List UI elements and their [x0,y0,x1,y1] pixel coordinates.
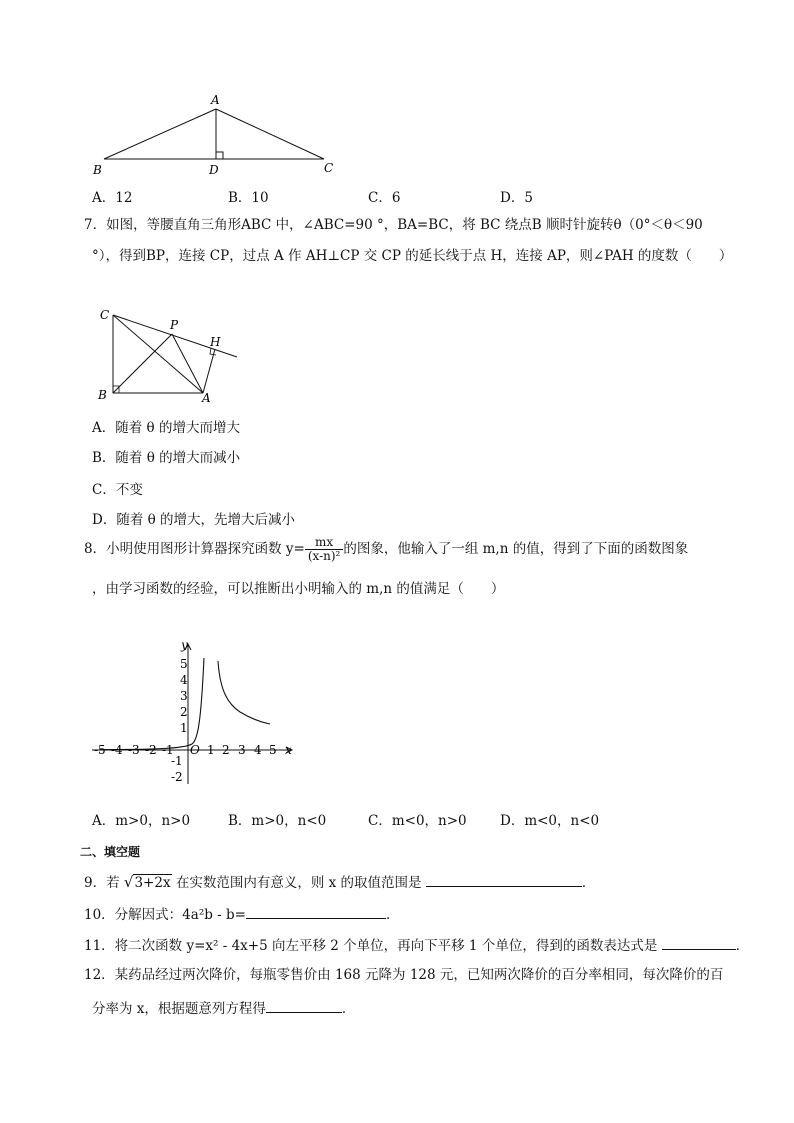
q11-text: 11．将二次函数 y=x² - 4x+5 向左平移 2 个单位，再向下平移 1 个单位，得到的函数表达式是 [84,938,658,954]
q8-option-c[interactable]: C．m<0，n>0 [368,813,467,829]
q12-text: 分率为 x，根据题意列方程得 [92,1001,266,1017]
q8-stem-line2: ，由学习函数的经验，可以推断出小明输入的 m,n 的值满足（ ） [92,581,505,597]
q9-prefix: 9．若 [84,875,120,891]
y-tick-3: 3 [180,689,188,703]
sqrt-expression: √3+2x [123,873,171,891]
x-tick-neg2: -2 [145,743,157,757]
q6-option-d[interactable]: D．5 [500,190,533,206]
y-axis-label: y [181,638,188,652]
function-graph [88,636,300,788]
x-tick-neg3: -3 [128,743,140,757]
x-tick-3: 3 [238,743,246,757]
q7-option-c[interactable]: C．不变 [92,482,143,498]
q8-option-d[interactable]: D．m<0，n<0 [500,813,600,829]
q10-end: ． [385,907,400,923]
q11-answer-blank[interactable] [662,935,736,950]
q10 [84,904,399,924]
x-tick-neg4: -4 [111,743,123,757]
sqrt-radicand: 3+2x [134,875,171,891]
q11-end: ． [735,938,750,954]
x-axis-label: x [285,743,292,757]
triangle-abd-figure [88,88,348,180]
y-tick-4: 4 [180,673,188,687]
x-tick-2: 2 [222,743,230,757]
q12-line1: 12．某药品经过两次降价，每瓶零售价由 168 元降为 128 元，已知两次降价的百分率相同，每次降价的百 [84,967,724,983]
q9 [84,872,595,892]
fraction-denominator: (x-n)² [307,549,341,563]
origin-label: O [190,743,200,757]
label-a: A [202,391,211,404]
q6-option-c[interactable]: C．6 [368,190,401,206]
q7-option-d[interactable]: D．随着 θ 的增大，先增大后减小 [92,512,296,528]
section-title: 二、填空题 [80,845,141,859]
x-tick-neg1: -1 [162,743,174,757]
q7-option-b[interactable]: B．随着 θ 的增大而减小 [92,450,241,466]
q7-stem-line1: 7．如图，等腰直角三角形ABC 中，∠ABC=90 °，BA=BC，将 BC 绕点B 顺时针旋转θ（0°＜θ＜90 [84,217,703,233]
q8-suffix: 的图象，他输入了一组 m,n 的值，得到了下面的函数图象 [343,541,689,557]
q6-option-b[interactable]: B．10 [228,190,269,206]
q8-option-a[interactable]: A．m>0，n>0 [92,813,191,829]
x-tick-5: 5 [269,743,277,757]
q12-line2 [92,998,355,1018]
label-b: B [98,388,107,402]
x-tick-1: 1 [207,743,215,757]
q6-option-a[interactable]: A．12 [92,190,133,206]
q12-end: ． [341,1001,356,1017]
q7-option-a[interactable]: A．随着 θ 的增大而增大 [92,420,240,436]
q8-fraction [305,536,344,563]
label-d: D [209,163,219,177]
y-tick-2: 2 [180,705,188,719]
x-tick-4: 4 [254,743,262,757]
q9-answer-blank[interactable] [426,872,582,887]
label-b: B [93,163,102,177]
label-c: C [324,161,334,175]
q7-stem-line2: °），得到BP，连接 CP，过点 A 作 AH⊥CP 交 CP 的延长线于点 H，连接 AP，则∠PAH 的度数（ ） [92,248,733,264]
y-tick-1: 1 [180,721,188,735]
q9-end: ． [581,875,596,891]
q11 [84,935,749,955]
label-c: C [100,308,110,322]
y-tick-neg1: -1 [171,754,183,768]
q12-answer-blank[interactable] [266,998,342,1013]
q10-text: 10．分解因式：4a²b - b= [84,907,246,923]
label-h: H [210,335,221,349]
q8-prefix: 8．小明使用图形计算器探究函数 y= [84,541,305,557]
y-tick-5: 5 [180,657,188,671]
y-tick-neg2: -2 [171,770,183,784]
q8-option-b[interactable]: B．m>0，n<0 [228,813,327,829]
label-p: P [170,318,179,332]
q8-stem-line1 [84,536,688,563]
q9-middle: 在实数范围内有意义，则 x 的取值范围是 [175,875,422,891]
square-bcph-figure [92,300,252,404]
fraction-numerator: mx [305,536,344,550]
x-tick-neg5: -5 [94,743,106,757]
label-a: A [211,93,220,107]
q10-answer-blank[interactable] [246,904,386,919]
